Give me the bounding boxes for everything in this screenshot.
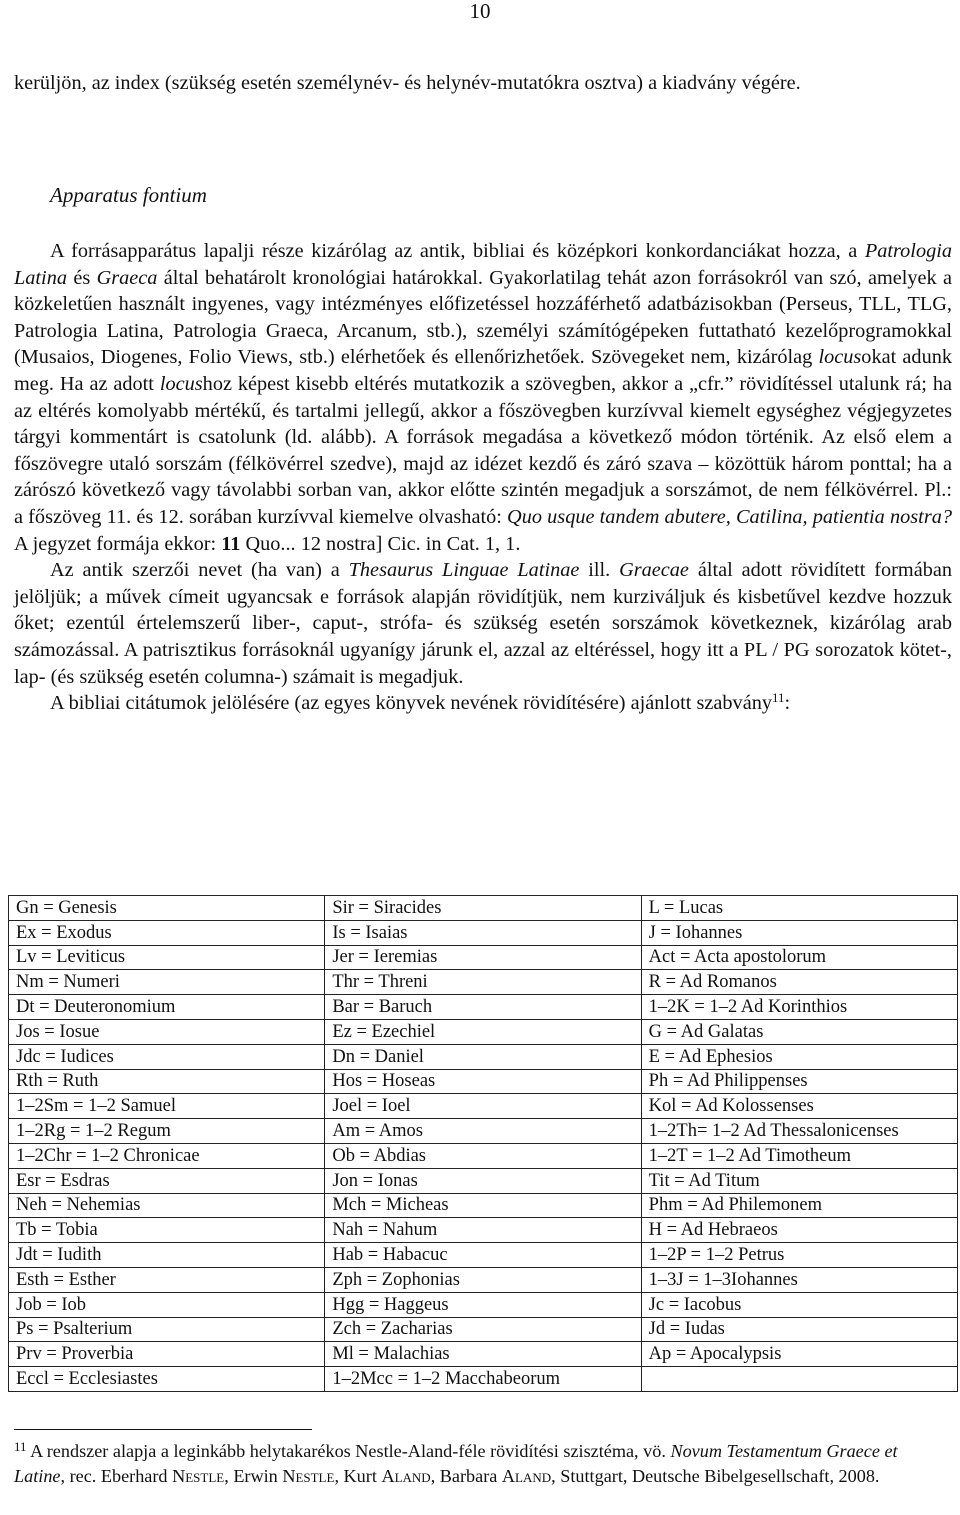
table-cell: Dt = Deuteronomium	[9, 995, 325, 1020]
table-row	[9, 1292, 958, 1317]
table-cell: Kol = Ad Kolossenses	[641, 1094, 957, 1119]
text-run: ill.	[579, 559, 620, 582]
table-cell: G = Ad Galatas	[641, 1019, 957, 1044]
table-cell: E = Ad Ephesios	[641, 1044, 957, 1069]
table-cell: Tb = Tobia	[9, 1218, 325, 1243]
italic-term: locus	[159, 372, 203, 395]
author-surname: Nestle	[282, 1466, 335, 1486]
table-cell: Hgg = Haggeus	[325, 1292, 641, 1317]
table-row	[9, 1094, 958, 1119]
abbreviation-table	[8, 895, 958, 1392]
text-run: és	[66, 266, 97, 289]
table-cell: R = Ad Romanos	[641, 970, 957, 995]
table-row	[9, 995, 958, 1020]
table-row	[9, 970, 958, 995]
section-heading: Apparatus fontium	[50, 183, 207, 207]
table-row	[9, 1243, 958, 1268]
table-cell: Esr = Esdras	[9, 1168, 325, 1193]
text-run: , Barbara	[430, 1466, 502, 1486]
italic-term: Thesaurus Linguae Latinae	[348, 559, 580, 582]
table-row	[9, 896, 958, 921]
table-cell: Ap = Apocalypsis	[641, 1342, 957, 1367]
table-cell: 1–2Th= 1–2 Ad Thessalonicenses	[641, 1119, 957, 1144]
text-run: A bibliai citátumok jelölésére (az egyes könyvek nevének rövidítésére) ajánlott szabvány	[50, 692, 772, 715]
table-cell: Is = Isaias	[325, 920, 641, 945]
text-run: , Stuttgart, Deutsche Bibelgesellschaft, 2008.	[551, 1466, 880, 1486]
table-cell: Rth = Ruth	[9, 1069, 325, 1094]
table-row	[9, 1168, 958, 1193]
table-cell: Dn = Daniel	[325, 1044, 641, 1069]
text-run: okat adunk meg. Ha az adott	[14, 346, 952, 395]
table-row	[9, 1267, 958, 1292]
table-cell: H = Ad Hebraeos	[641, 1218, 957, 1243]
table-row	[9, 920, 958, 945]
table-cell: J = Iohannes	[641, 920, 957, 945]
table-row	[9, 1218, 958, 1243]
table-cell: Ob = Abdias	[325, 1143, 641, 1168]
table-cell: Hos = Hoseas	[325, 1069, 641, 1094]
table-row	[9, 1119, 958, 1144]
table-cell: Am = Amos	[325, 1119, 641, 1144]
table-cell: Neh = Nehemias	[9, 1193, 325, 1218]
table-cell: 1–2Chr = 1–2 Chronicae	[9, 1143, 325, 1168]
paragraph-index-note: kerüljön, az index (szükség esetén személynév- és helynév-mutatókra osztva) a kiadvány végére.	[14, 72, 801, 94]
text-run: hoz képest kisebb eltérés mutatkozik a szövegben, akkor a „cfr.” rövidítéssel utalunk rá; ha az eltérés komolyabb mértékű, és tartalmi jellegű, akkor a főszövegben kurzívval kiemelt egységhez végjegyzetes tárgyi kommentárt is csatolunk (ld. alább). A források megadása a következő módon történik. Az első elem a főszövegre utaló sorszám (félkövérrel szedve), majd az idézet kezdő és záró szava – közöttük három ponttal; ha a zárószó következő vagy távolabbi sorban van, akkor előtte szintén megadjuk a sorszámot, de nem félkövérrel. Pl.: a főszöveg 11. és 12. sorában kurzívval kiemelve olvasható:	[14, 372, 952, 528]
table-cell: 1–2K = 1–2 Ad Korinthios	[641, 995, 957, 1020]
table-cell: 1–2P = 1–2 Petrus	[641, 1243, 957, 1268]
table-cell: Job = Iob	[9, 1292, 325, 1317]
table-cell: L = Lucas	[641, 896, 957, 921]
italic-term: locus	[818, 346, 862, 369]
table-row	[9, 1367, 958, 1392]
table-row	[9, 1317, 958, 1342]
author-surname: Aland	[501, 1466, 552, 1486]
table-cell: Jon = Ionas	[325, 1168, 641, 1193]
table-cell: Ez = Ezechiel	[325, 1019, 641, 1044]
text-run: által adott rövidített formában jelöljük; a művek címeit ugyancsak e források alapján rövidítjük, nem kurziváljuk és kisbetűvel kezdve hozzuk őket; ezentúl értelemszerű liber-, caput-, strófa- és szükség esetén sorszámok következnek, kizárólag arab számozással. A patrisztikus forrásoknál ugyanígy járunk el, azzal az eltéréssel, hogy itt a PL / PG sorozatok kötet-, lap- (és szükség esetén columna-) számait is megadjuk.	[14, 559, 952, 688]
table-row	[9, 1069, 958, 1094]
footnote-number: 11	[14, 1439, 27, 1454]
table-cell: Hab = Habacuc	[325, 1243, 641, 1268]
table-cell: Zch = Zacharias	[325, 1317, 641, 1342]
table-cell: Bar = Baruch	[325, 995, 641, 1020]
table-cell: Ml = Malachias	[325, 1342, 641, 1367]
table-cell: Act = Acta apostolorum	[641, 945, 957, 970]
italic-term: Patrologia Latina	[14, 240, 952, 289]
table-cell: Jc = Iacobus	[641, 1292, 957, 1317]
text-run: által behatárolt kronológiai határokkal. Gyakorlatilag tehát azon forrásokról van szó, amelyek a közkeletűen használt ingyenes, vagy intézményes előfizetéssel hozzáférhető adatbázisokban (Perseus, TLL, TLG, Patrologia Latina, Patrologia Graeca, Arcanum, stb.), személyi számítógépeken futtatható kezelőprogramokkal (Musaios, Diogenes, Folio Views, stb.) elérhetőek és ellenőrizhetőek. Szövegeket nem, kizárólag	[14, 266, 952, 369]
text-run: Quo... 12 nostra] Cic. in Cat. 1, 1.	[240, 532, 521, 555]
table-cell: Nah = Nahum	[325, 1218, 641, 1243]
table-cell: Lv = Leviticus	[9, 945, 325, 970]
author-surname: Nestle	[172, 1466, 225, 1486]
table-cell: Jer = Ieremias	[325, 945, 641, 970]
table-cell: Ex = Exodus	[9, 920, 325, 945]
table-cell: Phm = Ad Philemonem	[641, 1193, 957, 1218]
table-cell: 1–3J = 1–3Iohannes	[641, 1267, 957, 1292]
table-cell: Nm = Numeri	[9, 970, 325, 995]
table-cell: Prv = Proverbia	[9, 1342, 325, 1367]
table-row	[9, 1193, 958, 1218]
italic-quote: Quo usque tandem abutere, Catilina, patientia nostra?	[507, 505, 952, 528]
text-run: , Erwin	[224, 1466, 283, 1486]
table-cell: Jdc = Iudices	[9, 1044, 325, 1069]
table-cell: 1–2T = 1–2 Ad Timotheum	[641, 1143, 957, 1168]
table-row	[9, 1044, 958, 1069]
text-run: Az antik szerzői nevet (ha van) a	[50, 559, 349, 582]
table-row	[9, 1143, 958, 1168]
table-cell: Ps = Psalterium	[9, 1317, 325, 1342]
table-cell: Sir = Siracides	[325, 896, 641, 921]
table-cell: Tit = Ad Titum	[641, 1168, 957, 1193]
table-cell	[641, 1367, 957, 1392]
italic-term: Graeca	[96, 266, 158, 289]
table-cell: Jos = Iosue	[9, 1019, 325, 1044]
table-cell: Jd = Iudas	[641, 1317, 957, 1342]
table-cell: Jdt = Iudith	[9, 1243, 325, 1268]
footnote	[14, 1439, 952, 1489]
italic-title: Novum Testamentum Graece et Latine	[14, 1441, 898, 1486]
table-cell: 1–2Mcc = 1–2 Macchabeorum	[325, 1367, 641, 1392]
table-cell: Ph = Ad Philippenses	[641, 1069, 957, 1094]
text-run: , rec. Eberhard	[60, 1466, 173, 1486]
text-run: :	[784, 692, 791, 715]
text-run: , Kurt	[334, 1466, 382, 1486]
page-number: 10	[469, 0, 491, 23]
table-cell: Eccl = Ecclesiastes	[9, 1367, 325, 1392]
table-cell: 1–2Rg = 1–2 Regum	[9, 1119, 325, 1144]
text-run: A rendszer alapja a leginkább helytakarékos Nestle-Aland-féle rövidítési szisztéma, vö.	[26, 1441, 671, 1461]
paragraph-apparatus	[14, 238, 952, 717]
table-cell: Joel = Ioel	[325, 1094, 641, 1119]
text-run: A jegyzet formája ekkor:	[14, 532, 222, 555]
table-cell: Esth = Esther	[9, 1267, 325, 1292]
bold-line-number: 11	[221, 532, 241, 555]
author-surname: Aland	[381, 1466, 431, 1486]
italic-term: Graecae	[619, 559, 689, 582]
text-run: A forrásapparátus lapalji része kizárólag az antik, bibliai és középkori konkordanciákat hozza, a	[50, 240, 865, 262]
table-row	[9, 1342, 958, 1367]
table-cell: 1–2Sm = 1–2 Samuel	[9, 1094, 325, 1119]
table-cell: Zph = Zophonias	[325, 1267, 641, 1292]
table-row	[9, 1019, 958, 1044]
table-row	[9, 945, 958, 970]
table-cell: Gn = Genesis	[9, 896, 325, 921]
table-cell: Thr = Threni	[325, 970, 641, 995]
footnote-ref[interactable]: 11	[771, 690, 785, 706]
table-cell: Mch = Micheas	[325, 1193, 641, 1218]
footnote-separator	[14, 1429, 312, 1430]
